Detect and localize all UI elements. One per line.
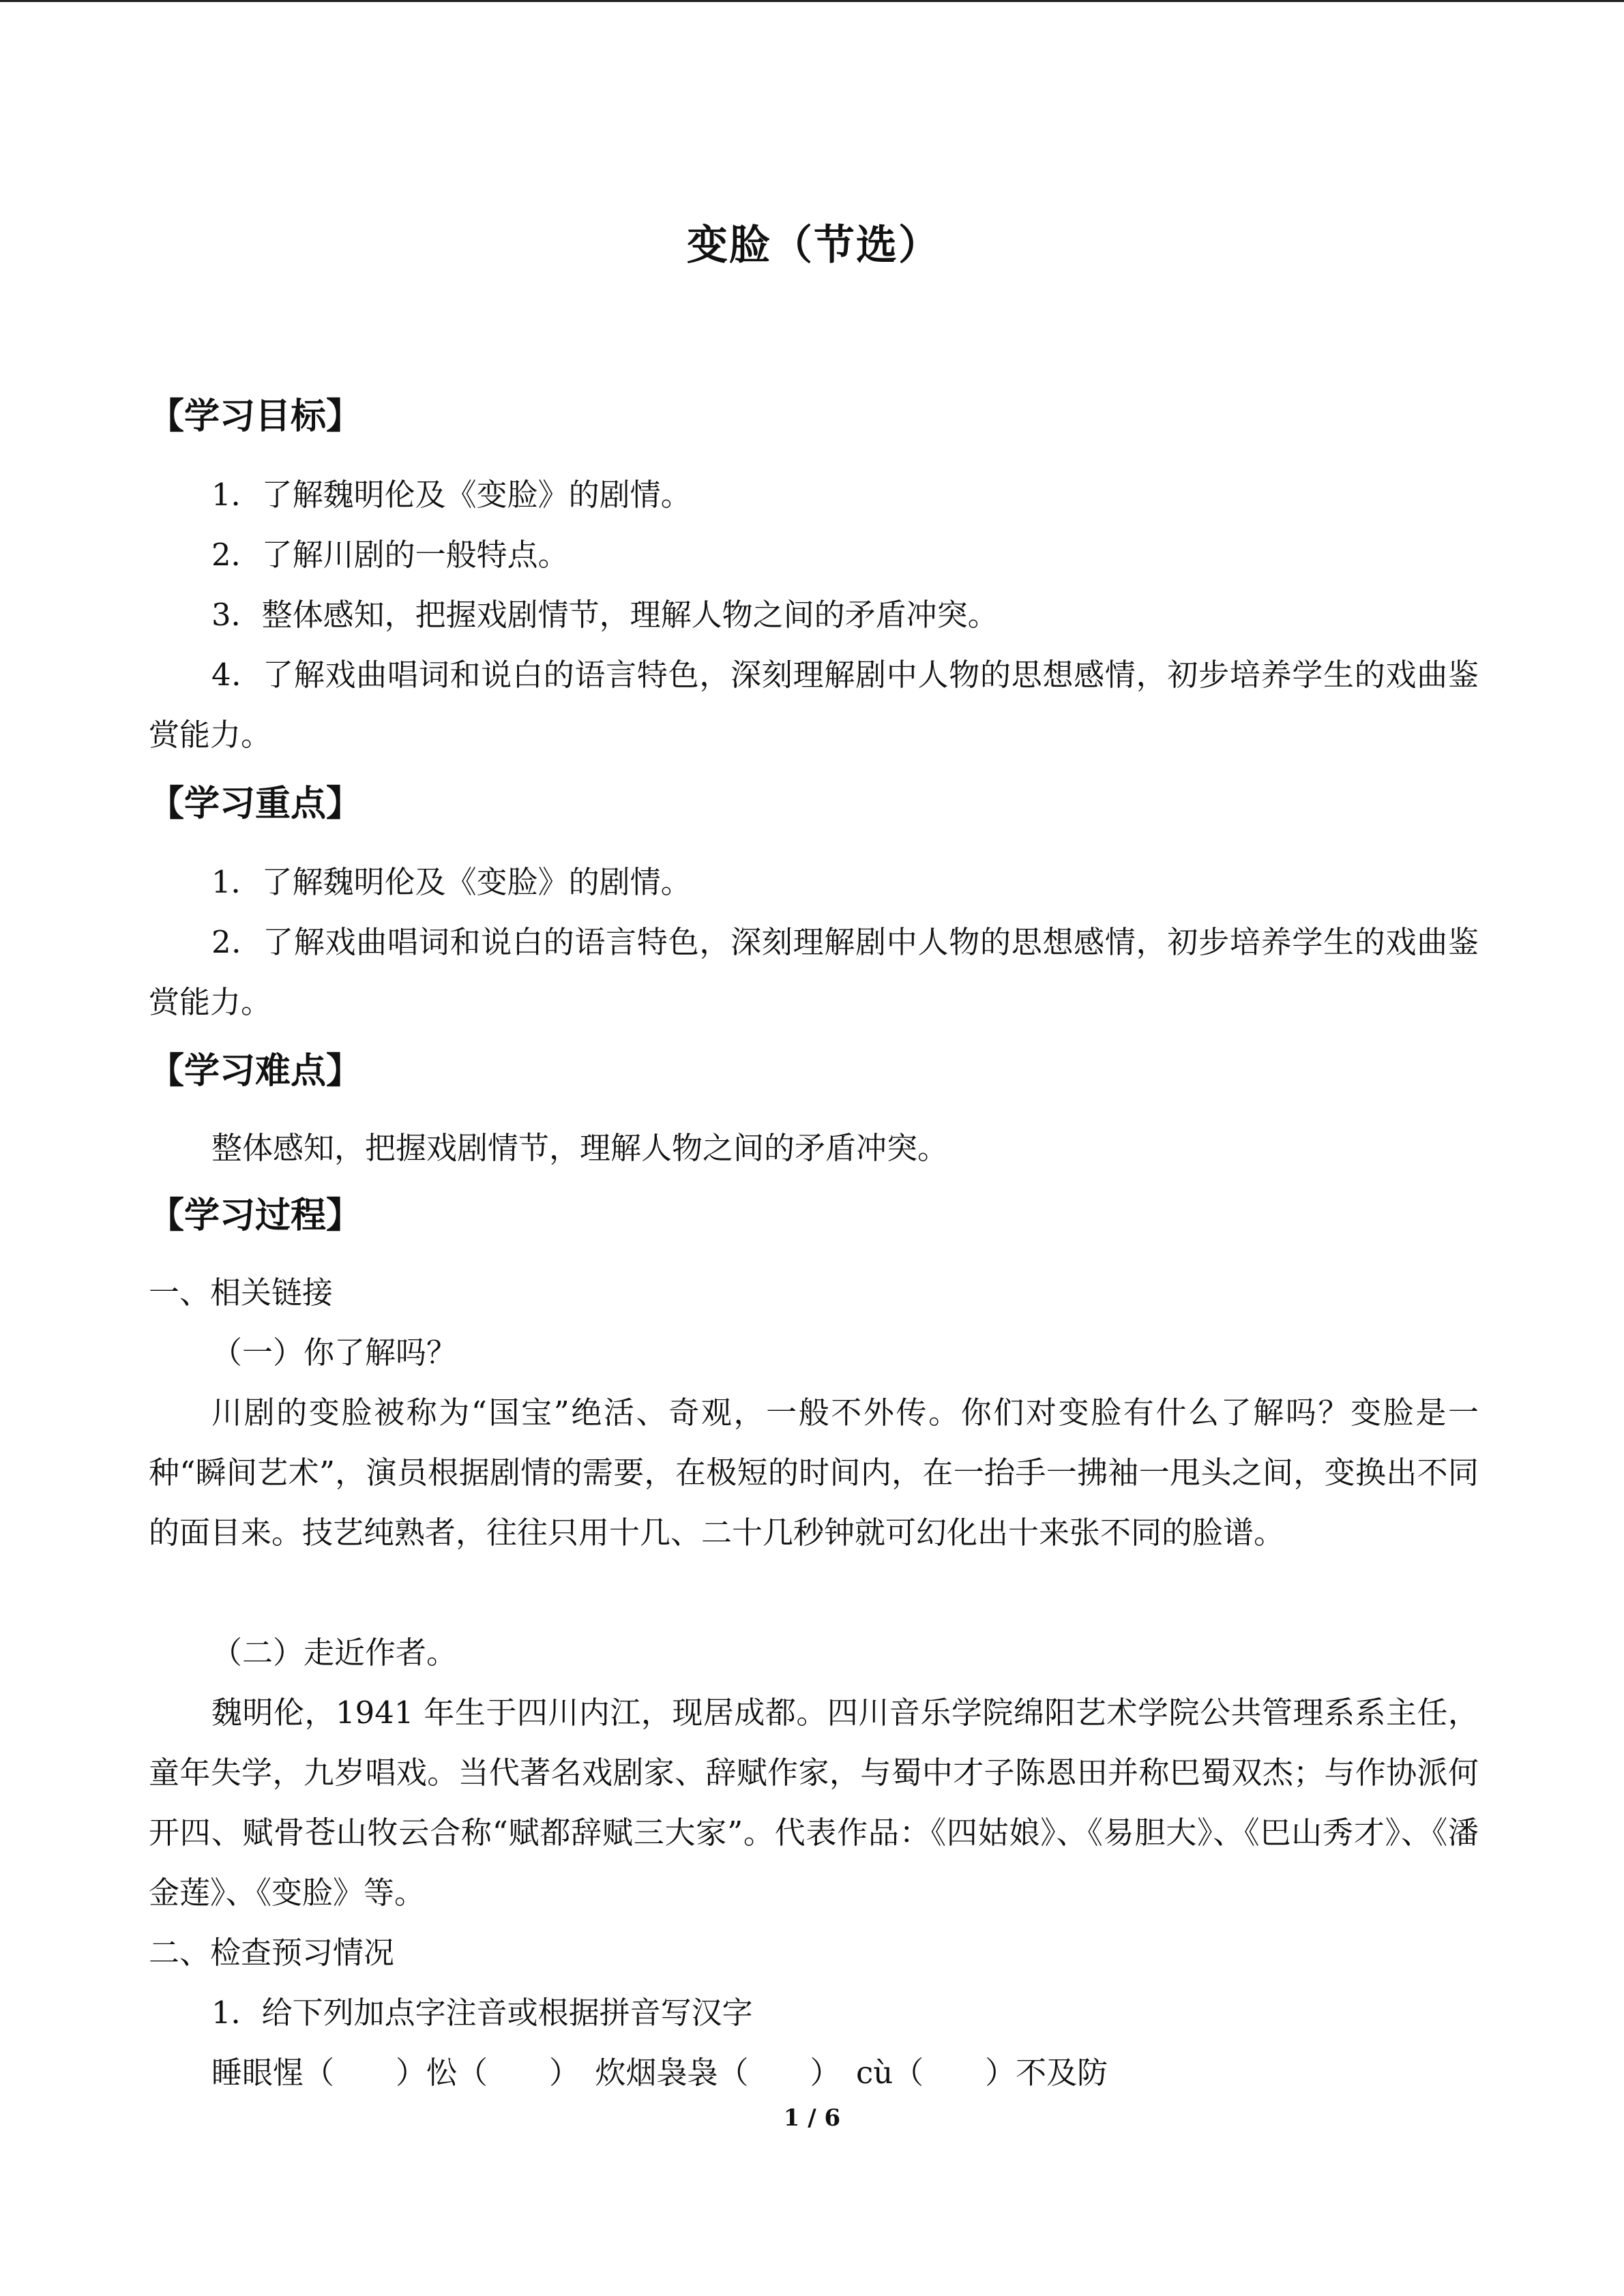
process-sub2-text: 魏明伦，1941 年生于四川内江，现居成都。四川音乐学院绵阳艺术学院公共管理系系主任，童年失学，九岁唱戏。当代著名戏剧家、辞赋作家，与蜀中才子陈恩田并称巴蜀双杰；与作协派何开四、赋骨苍山牧云合称“赋都辞赋三大家”。代表作品：《四姑娘》、《易胆大》、《巴山秀才》、《潘金莲》、《变脸》等。: [149, 1695, 1479, 1911]
process-sub1-text: 川剧的变脸被称为“国宝”绝活、奇观，一般不外传。你们对变脸有什么了解吗？变脸是一种“瞬间艺术”，演员根据剧情的需要，在极短的时间内，在一抬手一拂袖一甩头之间，变换出不同的面目来。技艺纯熟者，往往只用十几、二十几秒钟就可幻化出十来张不同的脸谱。: [149, 1395, 1479, 1551]
key-point-item-2: 2．了解戏曲唱词和说白的语言特色，深刻理解剧中人物的思想感情，初步培养学生的戏曲鉴赏能力。: [149, 924, 1479, 1020]
section-heading-key-points: 【学习重点】: [149, 784, 362, 824]
page-number: 1 / 6: [783, 2104, 841, 2132]
difficulty-text: 整体感知，把握戏剧情节，理解人物之间的矛盾冲突。: [211, 1130, 949, 1166]
process-q1-title: 1．给下列加点字注音或根据拼音写汉字: [211, 1995, 753, 2031]
top-border-rule: [0, 0, 1624, 2]
section-heading-process: 【学习过程】: [149, 1195, 362, 1236]
key-point-item-1: 1．了解魏明伦及《变脸》的剧情。: [211, 864, 692, 900]
goal-item-2: 2．了解川剧的一般特点。: [211, 537, 569, 573]
process-sub1-title: （一）你了解吗？: [211, 1335, 458, 1371]
process-sub2-title: （二）走近作者。: [211, 1635, 458, 1671]
goal-item-4: 4．了解戏曲唱词和说白的语言特色，深刻理解剧中人物的思想感情，初步培养学生的戏曲鉴赏能力。: [149, 657, 1479, 753]
process-part2-title: 二、检查预习情况: [149, 1935, 395, 1971]
goal-item-3: 3．整体感知，把握戏剧情节，理解人物之间的矛盾冲突。: [211, 597, 999, 633]
page-title: 变脸（节选）: [687, 222, 941, 269]
process-q1-line: 睡眼惺（ ）忪（ ） 炊烟袅袅（ ） cù（ ）不及防: [211, 2055, 1108, 2091]
goal-item-1: 1．了解魏明伦及《变脸》的剧情。: [211, 477, 692, 513]
process-part1-title: 一、相关链接: [149, 1274, 334, 1311]
section-heading-goals: 【学习目标】: [149, 396, 362, 437]
section-heading-difficulties: 【学习难点】: [149, 1051, 362, 1092]
